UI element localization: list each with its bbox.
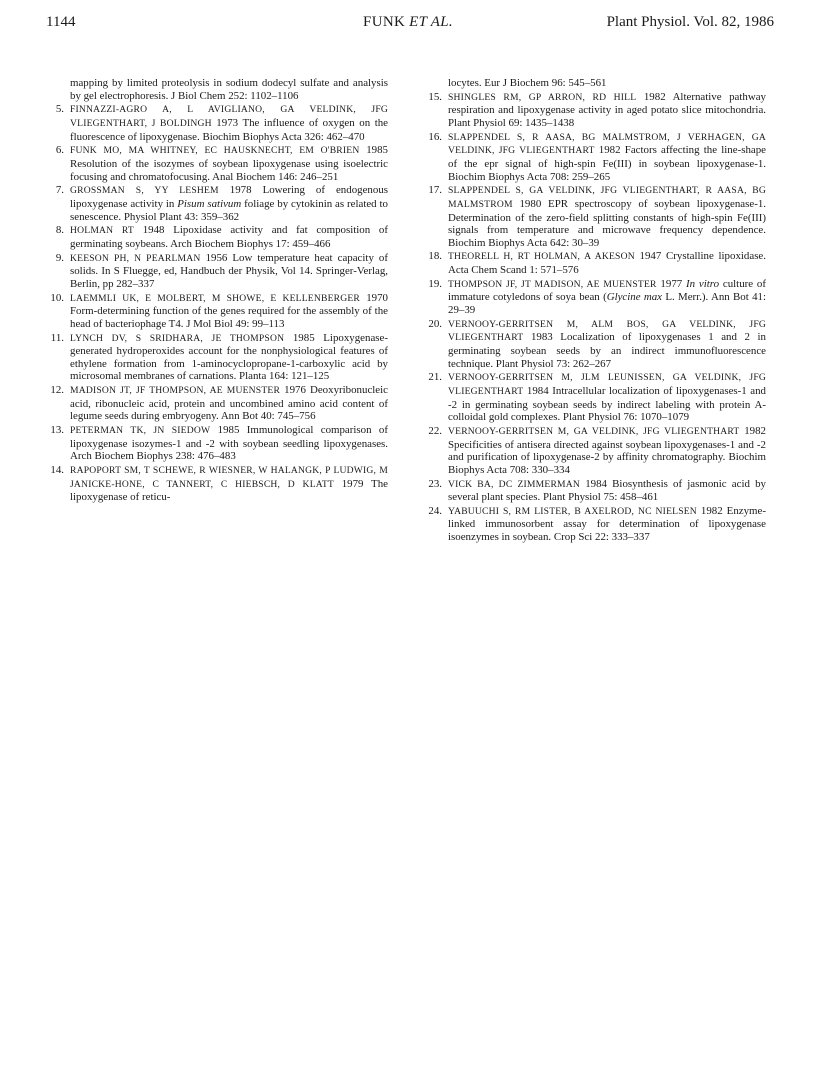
reference-number: 15. — [428, 90, 442, 103]
reference-text: L. Merr.). Ann Bot 41: 29–39 — [448, 291, 767, 317]
reference-number: 7. — [55, 184, 64, 197]
reference-number: 19. — [428, 277, 442, 290]
reference-text: 1985 Resolution of the isozymes of soybean lipoxygenase using isoelectric focusing and chromatofocusing. Anal Biochem 146: 246–251 — [70, 144, 388, 183]
reference-authors: FUNK MO, MA WHITNEY, EC HAUSKNECHT, EM O'BRIEN — [70, 145, 360, 157]
references-right-column — [424, 77, 766, 545]
reference-number: 8. — [55, 224, 64, 237]
header-author-name: FUNK — [363, 14, 406, 30]
reference-text: 1984 Intracellular localization of lipoxygenases-1 and -2 in germinating soybean seeds by indirect labeling with protein A-colloidal gold complexes. Plant Physiol 76: 1070–1079 — [448, 384, 766, 424]
header-etal: ET AL. — [409, 14, 453, 30]
reference-entry — [46, 144, 388, 183]
reference-authors: GROSSMAN S, YY LESHEM — [70, 185, 219, 197]
reference-authors: VERNOOY-GERRITSEN M, ALM BOS, GA VELDINK, JFG VLIEGENTHART — [448, 318, 766, 344]
reference-text: 1980 EPR spectroscopy of soybean lipoxygenase-1. Determination of the zero-field splitting constants of high-spin Fe(III) signals from temperature and microwave frequency dependence. Biochim Biophys Acta 642: 30–39 — [448, 197, 766, 249]
reference-text: 1973 The influence of oxygen on the fluorescence of lipoxygenase. Biochim Biophys Acta 326: 462–470 — [70, 116, 389, 143]
reference-text: 1970 Form-determining function of the genes required for the assembly of the head of bacteriophage T4. J Mol Biol 49: 99–113 — [70, 291, 388, 330]
header-journal: Plant Physiol. Vol. 82, 1986 — [606, 14, 774, 30]
reference-text: 1983 Localization of lipoxygenases 1 and 2 in germinating soybean seeds by an indirect immunofluorescence technique. Plant Physiol 73: 262–267 — [448, 331, 766, 370]
reference-entry — [46, 332, 388, 383]
reference-authors: FINNAZZI-AGRO A, L AVIGLIANO, GA VELDINK, JFG VLIEGENTHART, J BOLDINGH — [70, 104, 388, 129]
reference-entry — [424, 371, 766, 423]
reference-authors: THEORELL H, RT HOLMAN, A AKESON — [448, 251, 635, 263]
reference-authors: KEESON PH, N PEARLMAN — [70, 252, 201, 264]
reference-entry — [424, 505, 766, 544]
reference-authors: VERNOOY-GERRITSEN M, GA VELDINK, JFG VLIEGENTHART — [448, 425, 740, 437]
reference-text: mapping by limited proteolysis in sodium dodecyl sulfate and analysis by gel electrophoresis. J Biol Chem 252: 1102–1106 — [70, 77, 388, 102]
reference-number: 6. — [55, 144, 64, 157]
reference-entry — [46, 224, 388, 250]
reference-entry — [46, 424, 388, 463]
reference-text: 1982 Specificities of antisera directed against soybean lipoxygenases-1 and -2 and purification of lipoxygenase-2 by affinity chromatography. Biochim Biophys Acta 708: 330–334 — [448, 424, 766, 476]
reference-authors: VICK BA, DC ZIMMERMAN — [448, 478, 581, 490]
reference-text: 1984 Biosynthesis of jasmonic acid by several plant species. Plant Physiol 75: 458–461 — [448, 477, 766, 504]
page-number: 1144 — [46, 14, 76, 30]
reference-authors: SLAPPENDEL S, R AASA, BG MALMSTROM, J VERHAGEN, GA VELDINK, JFG VLIEGENTHART — [448, 131, 766, 157]
reference-number: 11. — [50, 331, 64, 344]
reference-authors: LAEMMLI UK, E MOLBERT, M SHOWE, E KELLENBERGER — [70, 292, 361, 304]
reference-authors: MADISON JT, JF THOMPSON, AE MUENSTER — [70, 385, 281, 397]
reference-italic: Glycine max — [606, 291, 663, 304]
reference-number: 20. — [428, 317, 442, 330]
reference-text: 1979 The lipoxygenase of reticu- — [70, 477, 388, 504]
reference-number: 18. — [428, 250, 442, 263]
reference-entry — [424, 184, 766, 249]
reference-number: 9. — [55, 251, 64, 264]
references-left-column — [46, 77, 388, 505]
reference-number: 24. — [428, 504, 442, 517]
reference-entry — [46, 252, 388, 291]
reference-number: 12. — [50, 384, 64, 397]
reference-entry — [46, 384, 388, 423]
reference-number: 5. — [55, 103, 64, 116]
reference-text: 1948 Lipoxidase activity and fat composition of germinating soybeans. Arch Biochem Biophys 17: 459–466 — [70, 224, 388, 250]
reference-text: 1956 Low temperature heat capacity of solids. In S Fluegge, ed, Handbuch der Physik, Vol 14. Springer-Verlag, Berlin, pp 282–337 — [70, 251, 388, 290]
reference-authors: PETERMAN TK, JN SIEDOW — [70, 425, 211, 437]
reference-entry — [46, 77, 388, 102]
reference-text: 1978 Lowering of endogenous lipoxygenase activity in — [70, 184, 389, 210]
reference-text: 1985 Immunological comparison of lipoxygenase isozymes-1 and -2 with soybean seedling lipoxygenases. Arch Biochem Biophys 238: 476–483 — [70, 424, 388, 463]
reference-authors: THOMPSON JF, JT MADISON, AE MUENSTER — [448, 278, 657, 290]
reference-authors: LYNCH DV, S SRIDHARA, JE THOMPSON — [70, 332, 285, 344]
reference-entry — [424, 478, 766, 504]
reference-authors: SHINGLES RM, GP ARRON, RD HILL — [448, 91, 637, 103]
reference-text: 1982 Alternative pathway respiration and lipoxygenase activity in aged potato slice mitochondria. Plant Physiol 69: 1435–1438 — [448, 90, 766, 129]
reference-number: 14. — [50, 464, 64, 477]
reference-italic: Pisum sativum — [177, 197, 242, 210]
reference-entry — [424, 318, 766, 370]
reference-text: locytes. Eur J Biochem 96: 545–561 — [448, 77, 607, 89]
reference-text: 1977 — [656, 277, 687, 290]
reference-number: 17. — [428, 184, 442, 197]
reference-entry — [424, 278, 766, 317]
reference-text: culture of immature cotyledons of soya bean ( — [448, 277, 766, 304]
reference-text: 1982 Factors affecting the line-shape of the epr signal of high-spin Fe(III) in soybean lipoxygenase-1. Biochim Biophys Acta 708: 259–265 — [448, 144, 767, 183]
reference-text: 1985 Lipoxygenase-generated hydroperoxides account for the nonphysiological features of ethylene formation from 1-aminocyclopropane-1-carboxylic acid by microsomal membranes of carnations. Planta 164: 121–125 — [70, 331, 388, 383]
reference-number: 21. — [428, 371, 442, 384]
reference-number: 16. — [428, 130, 442, 143]
reference-text: foliage by cytokinin as related to senescence. Physiol Plant 43: 359–362 — [70, 197, 388, 223]
reference-text: 1947 Crystalline lipoxidase. Acta Chem Scand 1: 571–576 — [448, 250, 766, 277]
running-header — [0, 14, 816, 34]
reference-authors: RAPOPORT SM, T SCHEWE, R WIESNER, W HALANGK, P LUDWIG, M JANICKE-HONE, C TANNERT, C HIEBSCH, D KLATT — [70, 465, 388, 490]
reference-authors: SLAPPENDEL S, GA VELDINK, JFG VLIEGENTHART, R AASA, BG MALMSTROM — [448, 185, 766, 210]
reference-authors: YABUUCHI S, RM LISTER, B AXELROD, NC NIELSEN — [448, 505, 697, 517]
reference-text: 1982 Enzyme-linked immunosorbent assay for determination of lipoxygenase isoenzymes in soybean. Crop Sci 22: 333–337 — [448, 504, 766, 544]
reference-entry — [46, 464, 388, 504]
reference-text: 1976 Deoxyribonucleic acid, ribonucleic acid, protein and uncombined amino acid content of legume seeds during embryogeny. Ann Bot 40: 745–756 — [70, 384, 388, 423]
reference-entry — [424, 131, 766, 183]
reference-number: 10. — [50, 291, 64, 304]
reference-entry — [46, 292, 388, 331]
reference-number: 23. — [428, 477, 442, 490]
reference-number: 13. — [50, 424, 64, 437]
reference-entry — [46, 184, 388, 223]
reference-italic: In vitro — [686, 277, 720, 290]
reference-authors: HOLMAN RT — [70, 225, 134, 237]
reference-entry — [424, 250, 766, 276]
reference-entry — [424, 425, 766, 476]
reference-entry — [424, 91, 766, 130]
reference-number: 22. — [428, 424, 442, 437]
reference-authors: VERNOOY-GERRITSEN M, JLM LEUNISSEN, GA VELDINK, JFG VLIEGENTHART — [448, 372, 766, 397]
reference-entry — [46, 103, 388, 143]
reference-entry — [424, 77, 766, 90]
